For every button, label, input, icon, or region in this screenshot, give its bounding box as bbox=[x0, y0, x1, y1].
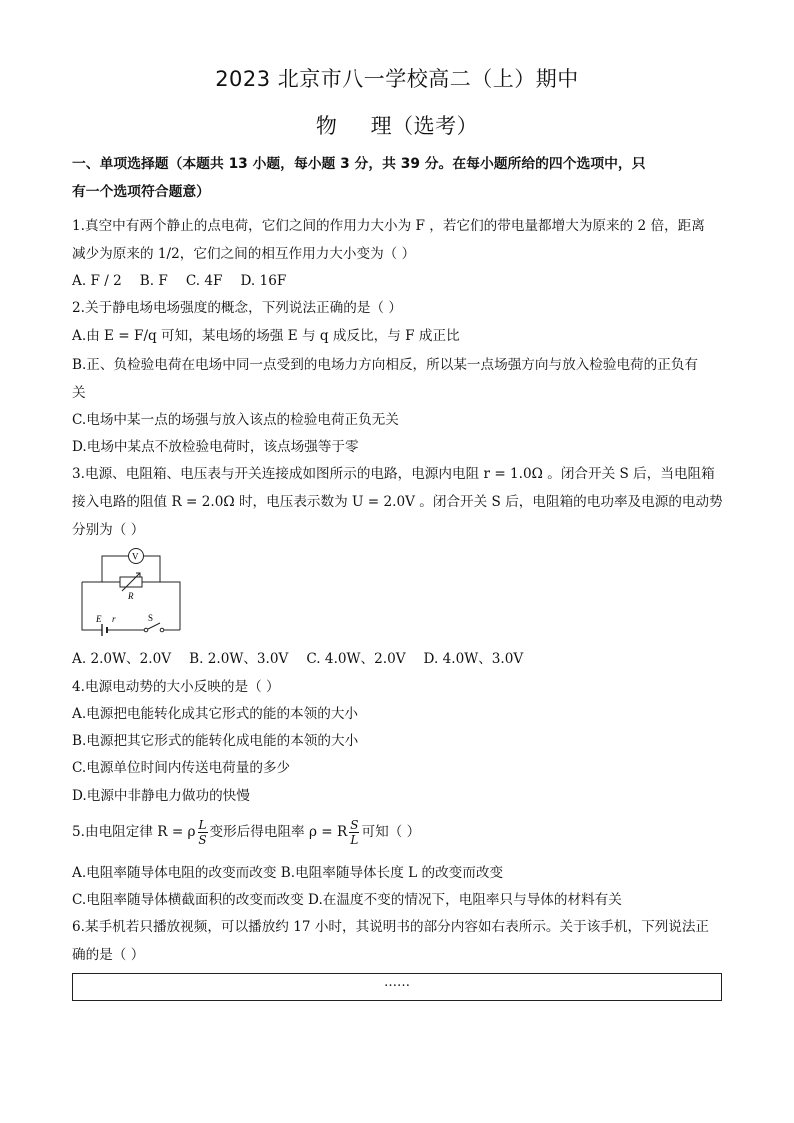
circuit-wire-vleft bbox=[102, 556, 128, 582]
emf-label: E bbox=[96, 614, 102, 624]
internal-resistance-label: r bbox=[112, 614, 116, 624]
q1-option-a[interactable]: A. F / 2 bbox=[72, 273, 122, 289]
q1-options bbox=[72, 272, 724, 290]
q6-stem-line2: 确的是（ ） bbox=[72, 947, 145, 963]
q5-stem-post: 可知（ ） bbox=[361, 824, 421, 840]
resistor-label: R bbox=[128, 591, 134, 601]
q5-fraction-l-over-s: $\frac{L}{S}$ bbox=[198, 818, 207, 847]
q6-stem-line1: 6.某手机若只播放视频，可以播放约 17 小时，其说明书的部分内容如右表所示。关于该手机，下列说法正 bbox=[72, 919, 710, 935]
section-heading-line2: 有一个选项符合题意） bbox=[72, 184, 210, 200]
q2-option-a[interactable]: A.由 E = F/q 可知，某电场的场强 E 与 q 成反比，与 F 成正比 bbox=[72, 328, 460, 344]
circuit-wire-vright bbox=[144, 556, 160, 582]
q5-fraction-s-over-l: $\frac{S}{L}$ bbox=[350, 818, 359, 847]
q3-option-b[interactable]: B. 2.0W、3.0V bbox=[189, 651, 289, 667]
q5-stem bbox=[72, 815, 724, 849]
q5-options-cd[interactable]: C.电阻率随导体横截面积的改变而改变 D.在温度不变的情况下，电阻率只与导体的材料有关 bbox=[72, 892, 622, 908]
q1-stem-line2: 减少为原来的 1/2，它们之间的相互作用力大小变为（ ） bbox=[72, 246, 416, 262]
q4-option-a[interactable]: A.电源把电能转化成其它形式的能的本领的大小 bbox=[72, 706, 359, 722]
q1-option-b[interactable]: B. F bbox=[139, 273, 168, 289]
q3-options bbox=[72, 650, 724, 668]
q2-option-c[interactable]: C.电场中某一点的场强与放入该点的检验电荷正负无关 bbox=[72, 412, 399, 428]
q5-stem-pre: 5.由电阻定律 R = ρ bbox=[72, 824, 196, 840]
q6-spec-table bbox=[72, 973, 722, 1001]
q3-stem-line1: 3.电源、电阻箱、电压表与开关连接成如图所示的电路，电源内电阻 r = 1.0Ω 。闭合开关 S 后，当电阻箱 bbox=[72, 466, 715, 482]
q2-option-b-line2[interactable]: 关 bbox=[72, 385, 86, 401]
q1-stem-line1: 1.真空中有两个静止的点电荷，它们之间的作用力大小为 F ，若它们的带电量都增大为原来的 2 倍，距离 bbox=[72, 218, 705, 234]
q2-option-b-line1[interactable]: B.正、负检验电荷在电场中同一点受到的电场力方向相反，所以某一点场强方向与放入检验电荷的正负有 bbox=[72, 357, 699, 373]
exam-subtitle: 物 理（选考） bbox=[315, 114, 479, 138]
q3-stem-line2: 接入电路的阻值 R = 2.0Ω 时，电压表示数为 U = 2.0V 。闭合开关 S 后，电阻箱的电功率及电源的电动势 bbox=[72, 494, 723, 510]
q5-options-ab[interactable]: A.电阻率随导体电阻的改变而改变 B.电阻率随导体长度 L 的改变而改变 bbox=[72, 865, 504, 881]
q3-option-c[interactable]: C. 4.0W、2.0V bbox=[306, 651, 406, 667]
variable-resistor-arrow-icon bbox=[122, 573, 140, 591]
q4-option-c[interactable]: C.电源单位时间内传送电荷量的多少 bbox=[72, 760, 291, 776]
q2-stem: 2.关于静电场电场强度的概念，下列说法正确的是（ ） bbox=[72, 300, 402, 316]
switch-contact-icon bbox=[144, 628, 148, 632]
q4-stem: 4.电源电动势的大小反映的是（ ） bbox=[72, 679, 280, 695]
voltmeter-label: V bbox=[132, 551, 139, 562]
switch-label: S bbox=[148, 613, 154, 623]
q5-stem-mid: 变形后得电阻率 ρ = R bbox=[209, 824, 348, 840]
q3-stem-line3: 分别为（ ） bbox=[72, 522, 145, 538]
q6-table-ellipsis: …… bbox=[384, 975, 410, 990]
q3-circuit-diagram bbox=[76, 544, 188, 636]
q4-option-d[interactable]: D.电源中非静电力做功的快慢 bbox=[72, 788, 250, 804]
exam-title: 2023 北京市八一学校高二（上）期中 bbox=[215, 67, 579, 91]
q1-option-d[interactable]: D. 16F bbox=[240, 273, 287, 289]
switch-lever-icon bbox=[148, 623, 160, 629]
q2-option-d[interactable]: D.电场中某点不放检验电荷时，该点场强等于零 bbox=[72, 439, 359, 455]
section-heading-line1: 一、单项选择题（本题共 13 小题，每小题 3 分，共 39 分。在每小题所给的四个选项中，只 bbox=[72, 156, 646, 172]
q4-option-b[interactable]: B.电源把其它形式的能转化成电能的本领的大小 bbox=[72, 733, 359, 749]
q3-option-a[interactable]: A. 2.0W、2.0V bbox=[72, 651, 172, 667]
q1-option-c[interactable]: C. 4F bbox=[185, 273, 223, 289]
q3-option-d[interactable]: D. 4.0W、3.0V bbox=[423, 651, 524, 667]
